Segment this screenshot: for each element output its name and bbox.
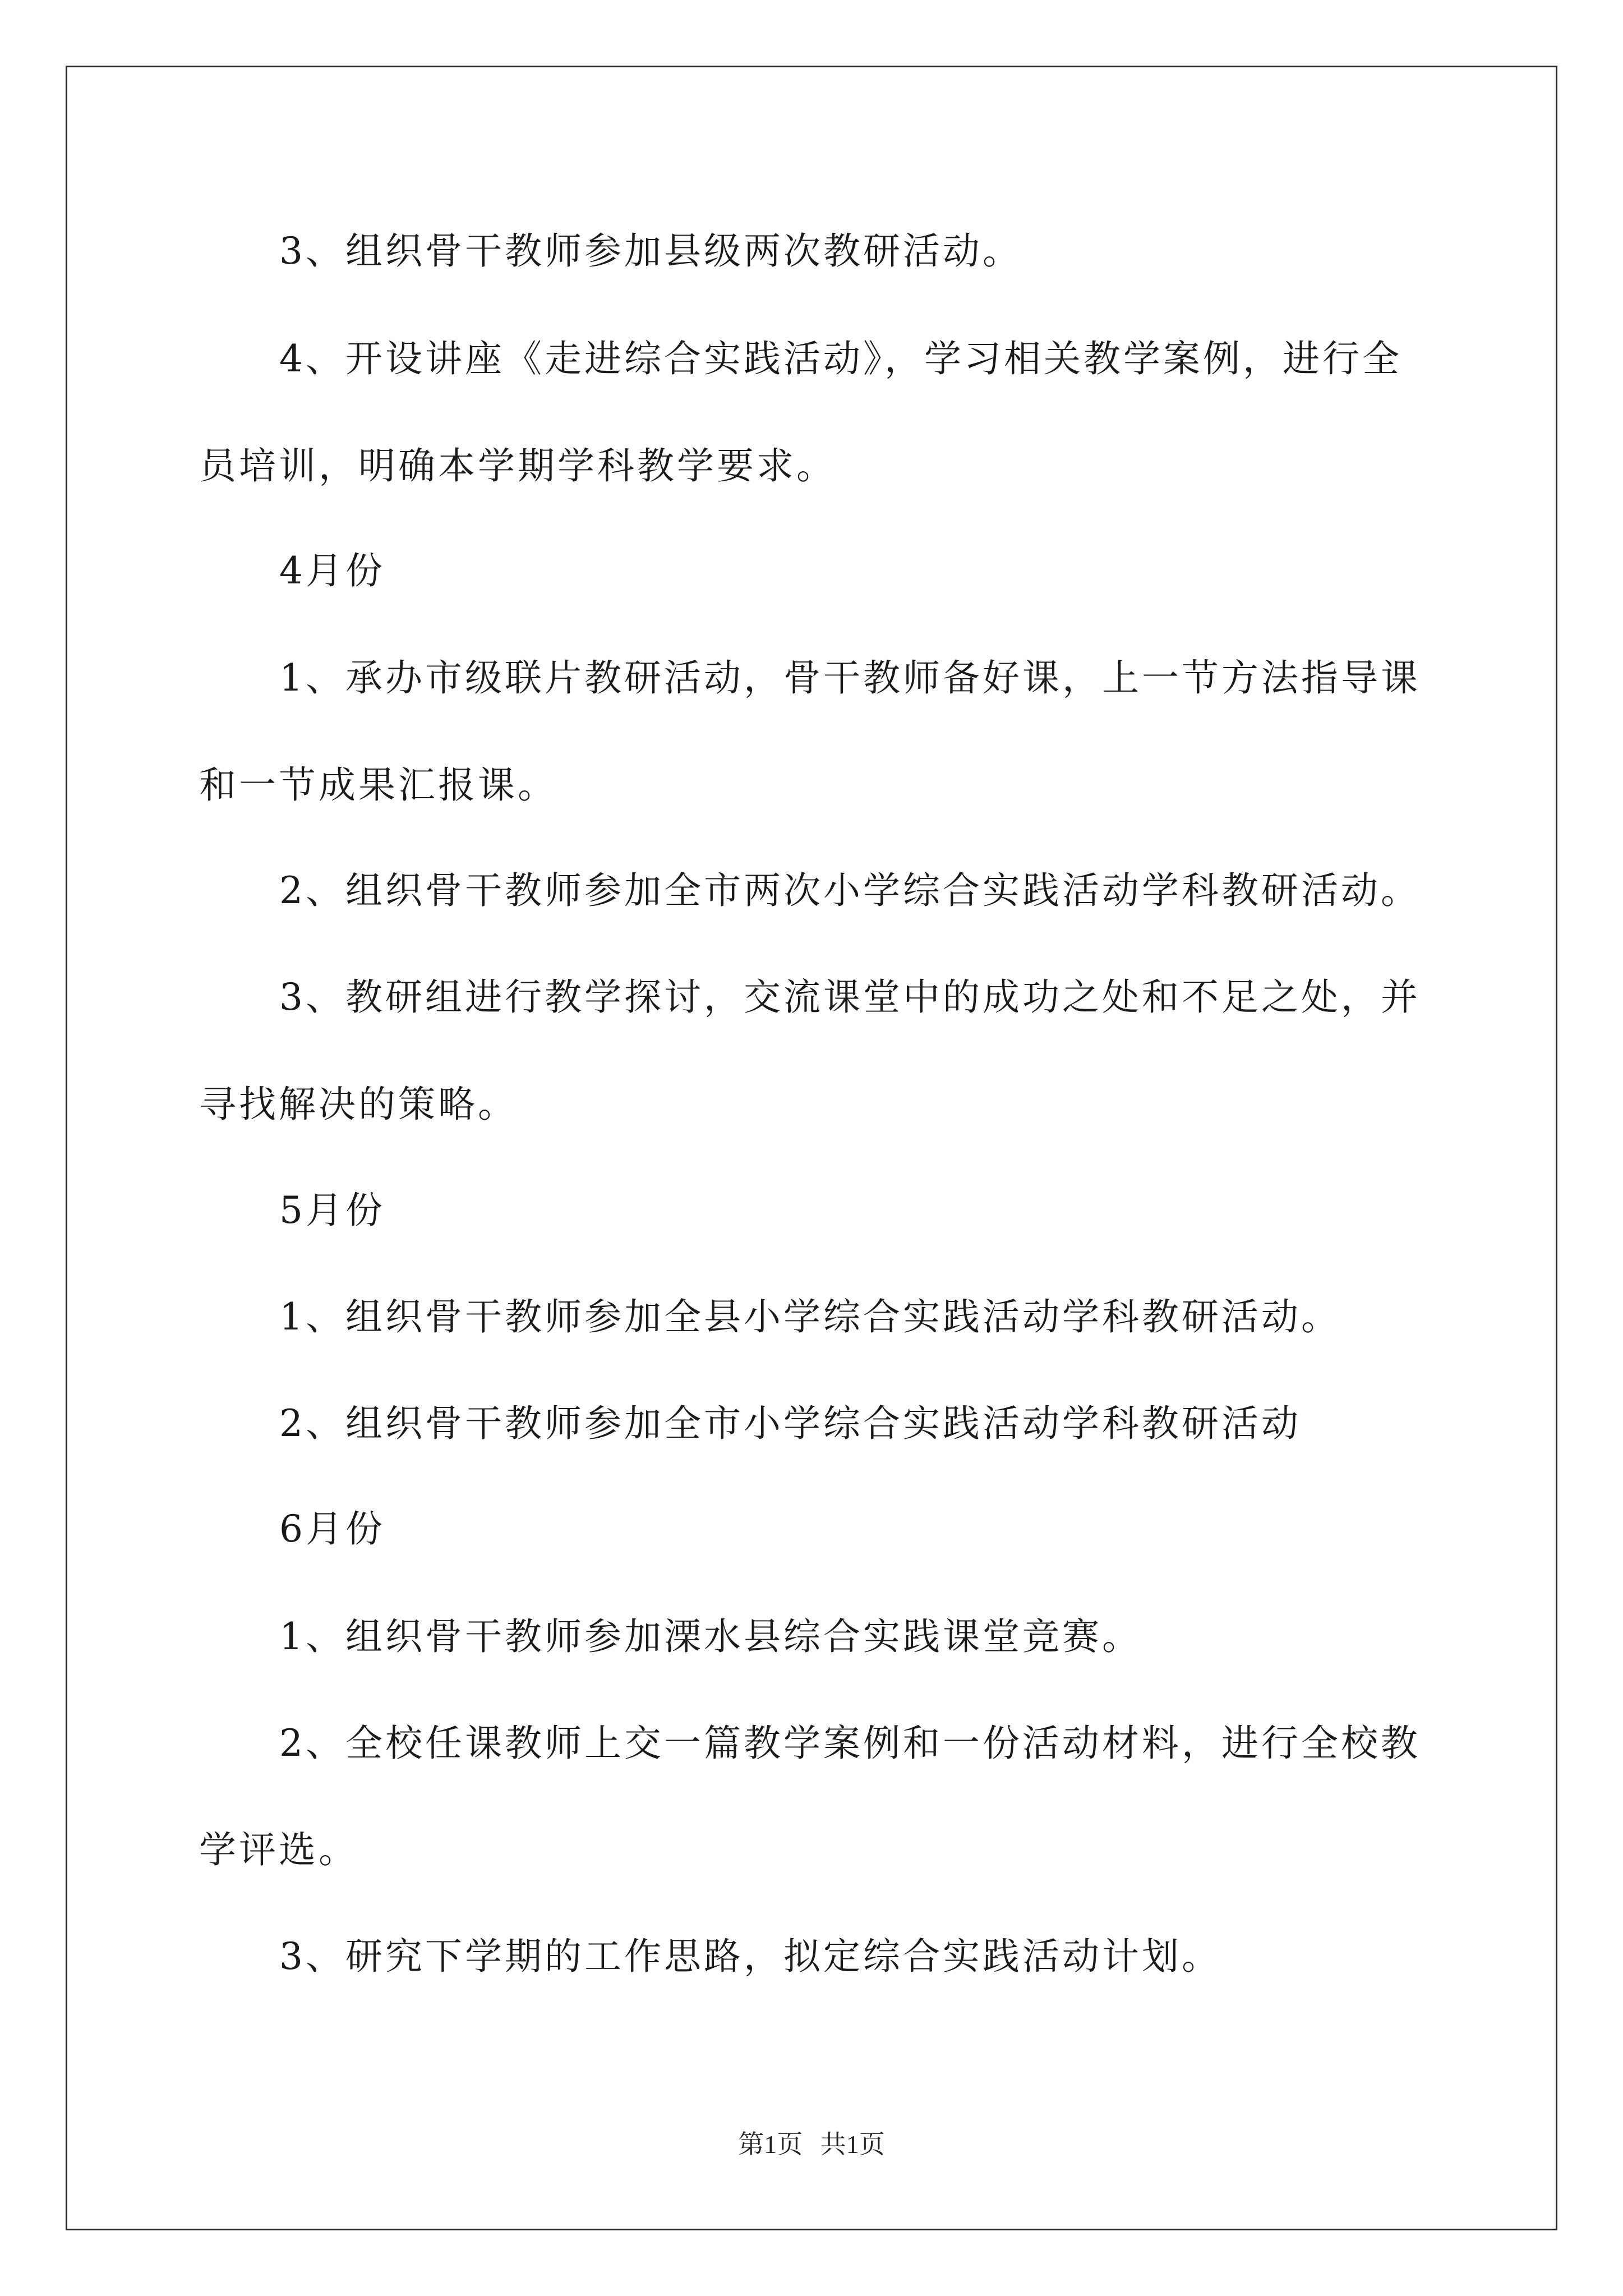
- text-line: 学评选。: [199, 1828, 358, 1871]
- page-number: 第1页: [738, 2130, 803, 2159]
- page-total: 共1页: [820, 2130, 885, 2159]
- section-heading: 6月份: [279, 1507, 385, 1550]
- text-line: 1、承办市级联片教研活动，骨干教师备好课，上一节方法指导课: [279, 656, 1421, 700]
- text-line: 2、全校任课教师上交一篇教学案例和一份活动材料，进行全校教: [279, 1722, 1421, 1765]
- text-line: 2、组织骨干教师参加全市小学综合实践活动学科教研活动: [279, 1402, 1301, 1445]
- text-line: 寻找解决的策略。: [199, 1083, 518, 1126]
- section-heading: 5月份: [279, 1189, 385, 1232]
- section-heading: 4月份: [279, 549, 385, 592]
- text-line: 3、教研组进行教学探讨，交流课堂中的成功之处和不足之处，并: [279, 976, 1421, 1019]
- text-line: 2、组织骨干教师参加全市两次小学综合实践活动学科教研活动。: [279, 869, 1421, 912]
- text-line: 3、组织骨干教师参加县级两次教研活动。: [279, 229, 1022, 273]
- text-line: 和一节成果汇报课。: [199, 763, 557, 807]
- text-line: 4、开设讲座《走进综合实践活动》，学习相关教学案例，进行全: [279, 337, 1402, 380]
- page-footer: [0, 2132, 1623, 2157]
- text-line: 1、组织骨干教师参加溧水县综合实践课堂竞赛。: [279, 1615, 1142, 1658]
- text-line: 员培训，明确本学期学科教学要求。: [199, 444, 836, 487]
- text-line: 1、组织骨干教师参加全县小学综合实践活动学科教研活动。: [279, 1295, 1341, 1338]
- text-line: 3、研究下学期的工作思路，拟定综合实践活动计划。: [279, 1935, 1221, 1978]
